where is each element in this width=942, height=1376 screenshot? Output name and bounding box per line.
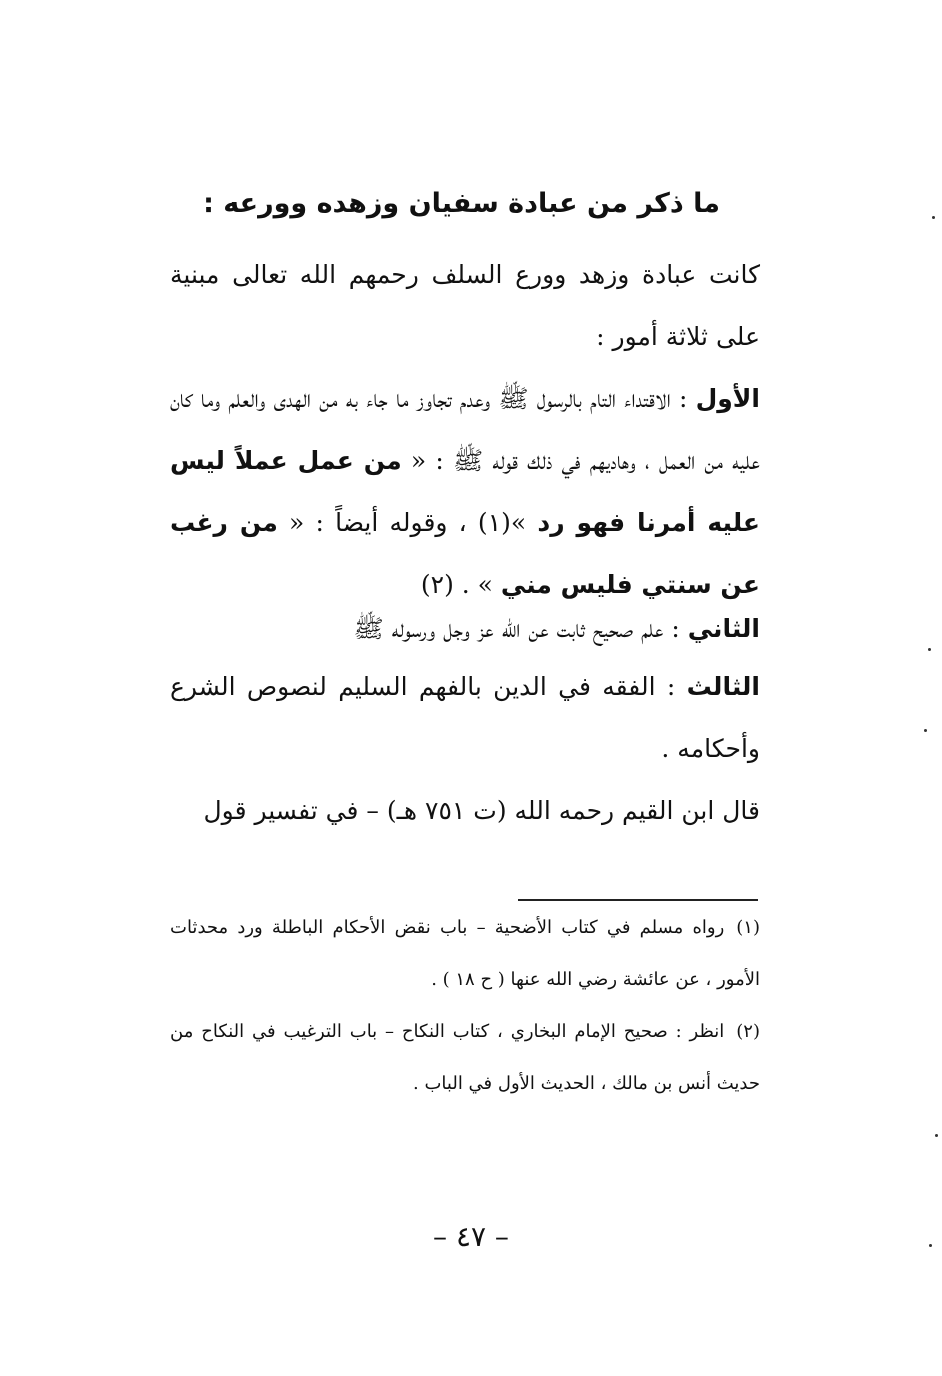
footnote-2: [170, 1006, 760, 1110]
hadith-quote-2: من رغب عن سنتي فليس مني: [170, 508, 760, 599]
footnote-text: رواه مسلم في كتاب الأضحية – باب نقض الأحكام الباطلة ورد محدثات الأمور ، عن عائشة رضي الله عنها ( ح ١٨ ) .: [170, 917, 760, 990]
page-number: – ٤٧ –: [433, 1220, 509, 1253]
third-text: : الفقه في الدين بالفهم السليم لنصوص الشرع وأحكامه .: [170, 672, 760, 763]
scan-speck: [924, 729, 927, 732]
section-heading: ما ذكر من عبادة سفيان وزهده وورعه :: [203, 188, 720, 219]
first-label: الأول: [695, 384, 760, 413]
second-text: : علم صحيح ثابت عن الله عز وجل ورسوله ﷺ: [353, 614, 688, 643]
footnote-number: (٢): [736, 1021, 760, 1042]
first-principle-paragraph: [170, 368, 760, 616]
scan-speck: [929, 1244, 932, 1247]
footnote-ref-1: »(١) ،: [458, 508, 538, 537]
second-principle-paragraph: [170, 598, 760, 660]
footnote-1: [170, 902, 760, 1006]
intro-paragraph: كانت عبادة وزهد وورع السلف رحمهم الله تعالى مبنية على ثلاثة أمور :: [170, 260, 760, 351]
footnote-text: انظر : صحيح الإمام البخاري ، كتاب النكاح – باب الترغيب في النكاح من حديث أنس بن مالك ، الحديث الأول في الباب .: [170, 1021, 760, 1094]
third-principle-paragraph: [170, 656, 760, 780]
hadith-quote-1: من عمل عملاً ليس عليه أمرنا فهو رد: [170, 446, 760, 537]
first-text: : الاقتداء التام بالرسول ﷺ وعدم تجاوز ما جاء به من الهدى والعلم وما كان عليه من العمل ، وهاديهم في ذلك قوله ﷺ : «: [170, 384, 760, 475]
third-label: الثالث: [686, 672, 760, 701]
scan-speck: [935, 1134, 938, 1137]
closing-paragraph: قال ابن القيم رحمه الله (ت ٧٥١ هـ) – في تفسير قول: [203, 796, 760, 825]
first-text-continued: وقوله أيضاً : «: [277, 508, 459, 537]
footnote-ref-2: » . (٢): [420, 570, 501, 599]
second-label: الثاني: [687, 614, 760, 643]
footnote-number: (١): [736, 917, 760, 938]
scan-speck: [928, 648, 931, 651]
scan-speck: [932, 216, 935, 219]
footnote-divider: [518, 899, 758, 901]
